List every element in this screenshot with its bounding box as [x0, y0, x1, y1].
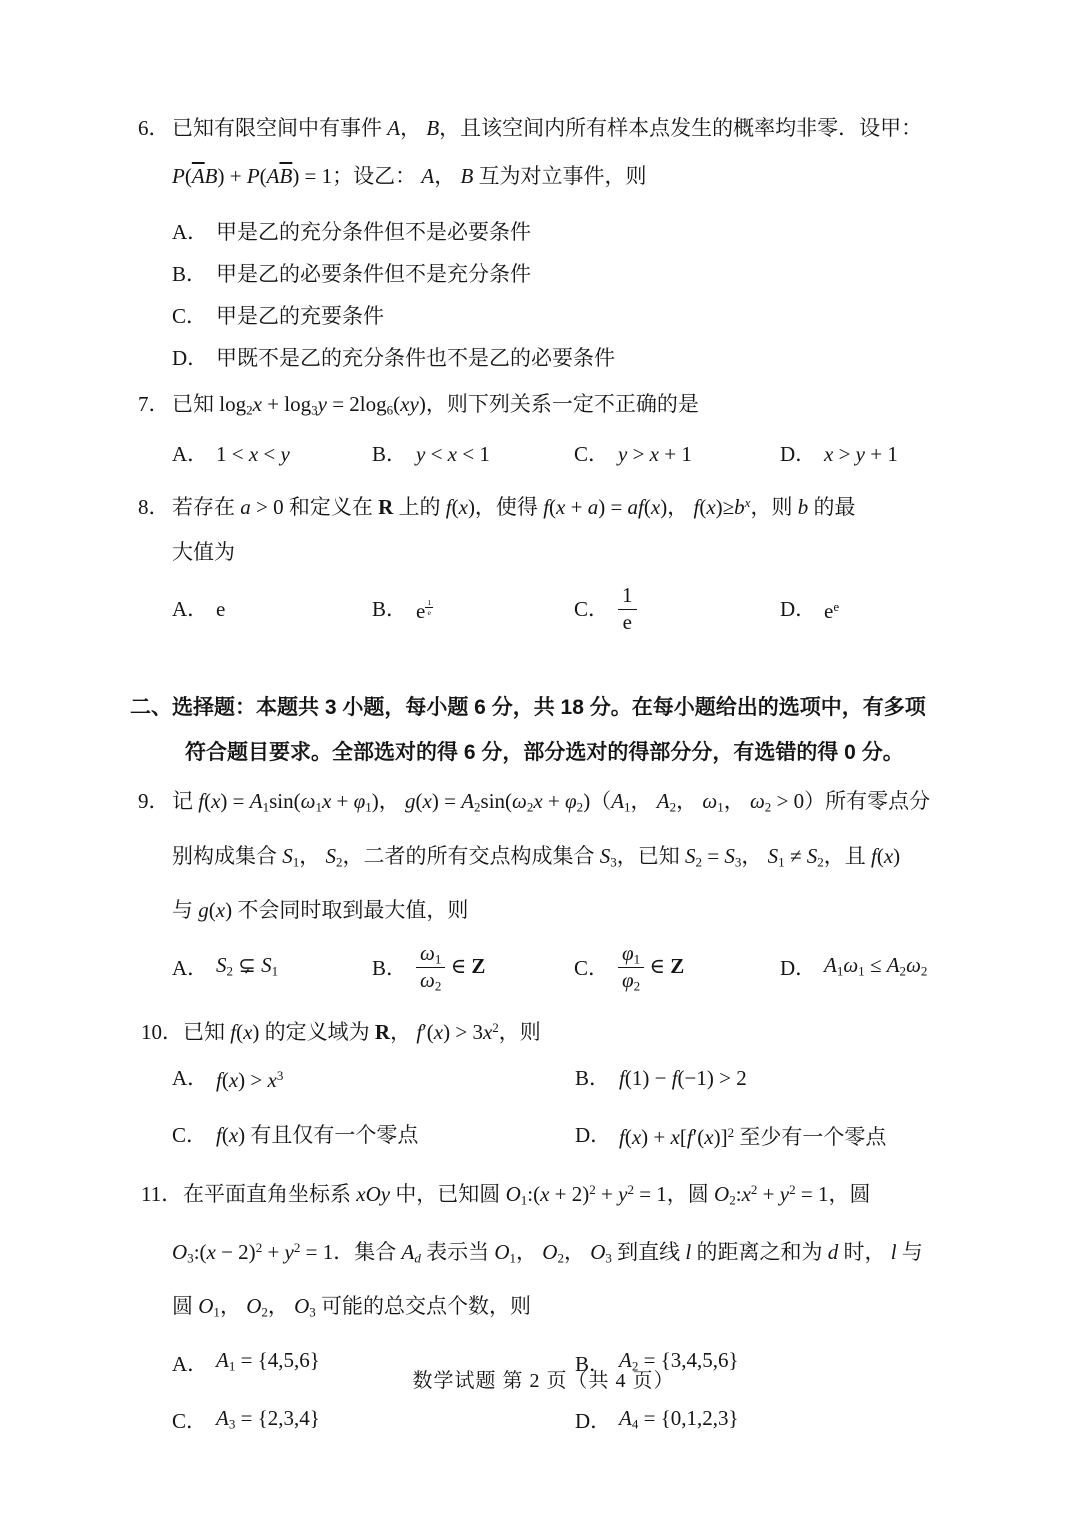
- question-9-number: 9．: [138, 789, 170, 814]
- option-text: e: [216, 597, 226, 622]
- option-text: $A_1 = \{4,5,6\}$: [216, 1348, 320, 1374]
- option-label: A．: [172, 442, 209, 467]
- question-7: [0, 382, 1087, 475]
- option-label: B．: [575, 1351, 611, 1376]
- question-10-option-d: [575, 1112, 886, 1158]
- question-8-option-a: [172, 588, 372, 630]
- option-label: D．: [780, 597, 817, 622]
- option-label: A．: [172, 1066, 209, 1091]
- option-label: C．: [172, 304, 208, 328]
- question-6-options: [0, 211, 1087, 379]
- question-8-stem-line-1: [0, 480, 1087, 530]
- question-11: [0, 1165, 1087, 1445]
- option-text: f(x) 有且仅有一个零点: [216, 1123, 419, 1148]
- question-9: [0, 777, 1087, 1000]
- option-text: e $^{\frac{1}{e}}$: [416, 598, 432, 624]
- question-8-stem-text: 若存在 a > 0 和定义在 R 上的 f(x)，使得 f(x + a) = af(x)， $f(x)\ge b^x$，则 b 的最: [172, 495, 856, 520]
- option-text: 甲是乙的必要条件但不是充分条件: [216, 262, 531, 286]
- option-text: x > y + 1: [824, 442, 898, 467]
- question-11-options-row-2: [172, 1397, 1087, 1445]
- question-7-options: [172, 433, 1087, 475]
- option-label: C．: [574, 597, 610, 622]
- question-8-options: [172, 579, 1087, 639]
- question-6-stem-text: 已知有限空间中有事件 A， B，且该空间内所有样本点发生的概率均非零．设甲：: [172, 116, 923, 140]
- page-footer: 数学试题 第 2 页（共 4 页）: [412, 1370, 675, 1392]
- section-2-header-line-1: 二、选择题：本题共 3 小题，每小题 6 分，共 18 分。在每小题给出的选项中，有多项: [130, 696, 926, 720]
- option-text: $e^e$: [824, 599, 840, 624]
- question-11-stem-text: 在平面直角坐标系 xOy 中，已知圆 $O_1:(x + 2)^2 + y^2 = 1$，圆 $O_2:x^2 + y^2 = 1$，圆: [183, 1181, 871, 1207]
- question-7-stem-line-1: [0, 382, 1087, 432]
- question-9-option-a: [172, 944, 372, 992]
- option-label: A．: [172, 955, 209, 980]
- question-9-options: [172, 936, 1087, 1000]
- option-text: $A_2 = \{3,4,5,6\}$: [619, 1348, 739, 1374]
- option-text: 甲是乙的充要条件: [216, 304, 384, 328]
- question-8-option-d: [780, 586, 839, 632]
- question-9-stem-line-2: 别构成集合 $S_1$， $S_2$，二者的所有交点构成集合 $S_3$，已知 $S_2 = S_3$， $S_1 \ne S_2$，且 f(x): [172, 843, 901, 869]
- option-label: A．: [172, 1351, 209, 1376]
- section-2-header: [0, 685, 1087, 775]
- option-label: D．: [575, 1408, 612, 1433]
- option-text: y > x + 1: [618, 442, 692, 467]
- option-text: 甲是乙的充分条件但不是必要条件: [216, 220, 531, 244]
- option-label: C．: [172, 1123, 208, 1148]
- option-label: A．: [172, 220, 209, 244]
- option-label: B．: [372, 955, 408, 980]
- option-label: B．: [575, 1066, 611, 1091]
- option-text: 1 < x < y: [216, 442, 290, 467]
- question-10-number: 10．: [141, 1020, 183, 1045]
- option-text: f(1) − f(−1) > 2: [619, 1066, 747, 1091]
- question-6-option-d: [0, 337, 1087, 379]
- question-6-stem-line-2: $P(\overline{A}B) + P(A\overline{B}) = 1$；设乙： A， B 互为对立事件，则: [172, 164, 647, 188]
- question-7-option-c: [574, 433, 780, 475]
- question-11-stem-line-1: [0, 1165, 1087, 1223]
- question-8-stem-line-2: 大值为: [172, 540, 235, 565]
- option-label: C．: [172, 1408, 208, 1433]
- question-8-option-b: [372, 586, 574, 632]
- question-9-option-b: [372, 942, 574, 995]
- question-6-option-a: [0, 211, 1087, 253]
- option-label: D．: [780, 442, 817, 467]
- question-7-option-a: [172, 433, 372, 475]
- option-text: $A_3 = \{2,3,4\}$: [216, 1405, 320, 1431]
- option-label: D．: [575, 1123, 612, 1148]
- question-10-option-a: [172, 1055, 575, 1101]
- question-6-stem-line-1: [0, 106, 1087, 151]
- option-text: $\frac{\omega_1}{\omega_2}$ ∈ Z: [416, 942, 485, 995]
- question-7-stem-text: 已知 $\log_2x + \log_3y = 2\log_6(xy)$，则下列关系一定不正确的是: [172, 392, 699, 418]
- option-label: C．: [574, 442, 610, 467]
- question-6-number: 6．: [138, 116, 170, 140]
- question-10: [0, 1005, 1087, 1158]
- option-text: y < x < 1: [416, 442, 490, 467]
- question-11-option-c: [172, 1397, 575, 1445]
- question-8: [0, 480, 1087, 639]
- option-label: B．: [372, 597, 408, 622]
- option-text: 甲既不是乙的充分条件也不是乙的必要条件: [216, 346, 615, 370]
- question-7-option-b: [372, 433, 574, 475]
- question-6-option-c: [0, 295, 1087, 337]
- question-9-stem-text: 记 $f(x) = A_1\sin(\omega_1x + \varphi_1)$， $g(x) = A_2\sin(\omega_2x + \varphi_2)(A_1$， $A_2$， $\omega_1$， $\omega_2 > 0$）所有零点分: [172, 789, 931, 815]
- question-9-stem-line-1: [0, 777, 1087, 831]
- option-text: $\frac{\varphi_1}{\varphi_2}$ ∈ Z: [618, 942, 684, 995]
- question-10-option-c: [172, 1114, 575, 1156]
- question-9-option-c: [574, 942, 780, 995]
- question-11-option-d: [575, 1397, 739, 1445]
- option-label: B．: [172, 262, 208, 286]
- question-10-options-row-2: [172, 1112, 1087, 1158]
- question-11-number: 11．: [141, 1181, 183, 1206]
- question-11-stem-line-3: 圆 $O_1$， $O_2$， $O_3$ 可能的总交点个数，则: [172, 1294, 532, 1320]
- option-label: C．: [574, 955, 610, 980]
- question-10-stem-line-1: [0, 1005, 1087, 1055]
- option-label: D．: [172, 346, 209, 370]
- option-text: $A_1\omega_1 \le A_2\omega_2$: [824, 952, 928, 979]
- option-text: $f(x) > x^3$: [216, 1068, 284, 1093]
- question-11-stem-line-2: $O_3:(x - 2)^2 + y^2 = 1$．集合 $A_d$ 表示当 $O_1$， $O_2$， $O_3$ 到直线 l 的距离之和为 d 时， l 与: [172, 1239, 923, 1266]
- option-text: $S_2$ ⊊ $S_1$: [216, 952, 279, 979]
- question-6: [0, 106, 1087, 379]
- question-10-options-row-1: [172, 1055, 1087, 1101]
- option-label: B．: [372, 442, 408, 467]
- question-10-option-b: [575, 1057, 747, 1099]
- option-label: D．: [780, 955, 817, 980]
- question-10-stem-text: 已知 f(x) 的定义域为 R， $f'(x) > 3x^2$，则: [183, 1019, 541, 1045]
- question-7-number: 7．: [138, 392, 170, 416]
- option-label: A．: [172, 597, 209, 622]
- question-7-option-d: [780, 433, 898, 475]
- question-9-stem-line-3: 与 g(x) 不会同时取到最大值，则: [172, 897, 469, 922]
- question-8-number: 8．: [138, 495, 170, 520]
- question-9-option-d: [780, 944, 927, 992]
- question-8-option-c: [574, 584, 780, 634]
- question-6-option-b: [0, 253, 1087, 295]
- option-text: $f(x) + x[f'(x)]^2$ 至少有一个零点: [619, 1125, 887, 1150]
- section-2-header-line-2: 符合题目要求。全部选对的得 6 分，部分选对的得部分分，有选错的得 0 分。: [185, 741, 904, 765]
- option-text: $A_4 = \{0,1,2,3\}$: [619, 1405, 739, 1431]
- option-text: $\frac{1}{e}$: [618, 584, 637, 634]
